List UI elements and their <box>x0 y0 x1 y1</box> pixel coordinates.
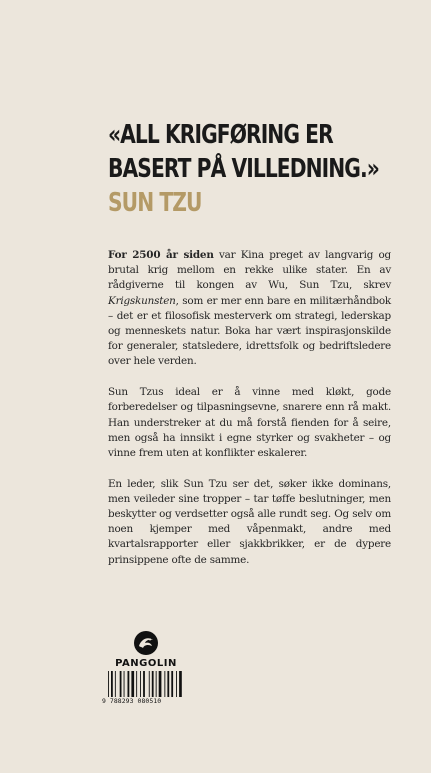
blurb-paragraph-1-part-a: var Kina preget av langvarig og brutal krig mellom en rekke ulike stater. En av rådgiverne til kongen av Wu, Sun Tzu, skrev <box>108 249 391 292</box>
barcode-bars <box>102 671 184 697</box>
barcode-bar <box>159 671 162 697</box>
barcode-bar <box>131 671 134 697</box>
barcode-bar <box>108 671 109 697</box>
barcode-bar <box>115 671 116 697</box>
quote-author: SUN TZU <box>108 188 202 218</box>
barcode-bar <box>140 671 141 697</box>
barcode-bar <box>167 671 169 697</box>
barcode-bar <box>128 671 130 697</box>
pangolin-logo-icon <box>133 630 159 656</box>
barcode-bar <box>149 671 150 697</box>
blurb-text <box>108 248 391 583</box>
book-title-inline: Krigskunsten <box>108 294 176 307</box>
barcode-bar <box>120 671 122 697</box>
blurb-paragraph-2: Sun Tzus ideal er å vinne med kløkt, gode forberedelser og tilpasningsevne, snarere enn rå makt. Han understreker at du må forstå fienden for å seire, men også ha innsikt i egne styrker og svakheter – og vinne frem uten at konflikter eskalerer. <box>108 386 391 459</box>
isbn-barcode <box>102 671 184 707</box>
barcode-bar <box>152 671 154 697</box>
barcode-bar <box>171 671 173 697</box>
blurb-lead: For 2500 år siden <box>108 249 214 261</box>
isbn-digits: 9 788293 080510 <box>102 697 184 705</box>
back-cover-quote <box>108 118 379 220</box>
barcode-bar <box>111 671 113 697</box>
barcode-bar <box>143 671 145 697</box>
barcode-bar <box>179 671 182 697</box>
quote-line-2: BASERT PÅ VILLEDNING.» <box>108 154 379 184</box>
blurb-paragraph-1-part-b: , som er mer enn bare en militærhåndbok – det er et filosofisk mesterverk om strategi, lederskap og menneskets natur. Boka har vært inspirasjonskilde for generaler, statsledere, idrettsfolk og bedriftsledere over hele verden. <box>108 294 391 368</box>
publisher-name: PANGOLIN <box>115 658 177 669</box>
barcode-bar <box>164 671 165 697</box>
blurb-paragraph-1 <box>108 248 391 370</box>
barcode-bar <box>176 671 177 697</box>
barcode-bar <box>156 671 157 697</box>
quote-line-1: «ALL KRIGFØRING ER <box>108 120 333 150</box>
barcode-bar <box>136 671 137 697</box>
publisher-logo <box>108 630 184 669</box>
blurb-paragraph-3: En leder, slik Sun Tzu ser det, søker ikke dominans, men veileder sine tropper – tar tøffe beslutninger, men beskytter og verdsetter også alle rundt seg. Og selv om noen kjemper med våpenmakt, andre med kvartalsrapporter eller sjakkbrikker, er de dypere prinsippene ofte de samme. <box>108 477 391 566</box>
barcode-bar <box>124 671 125 697</box>
